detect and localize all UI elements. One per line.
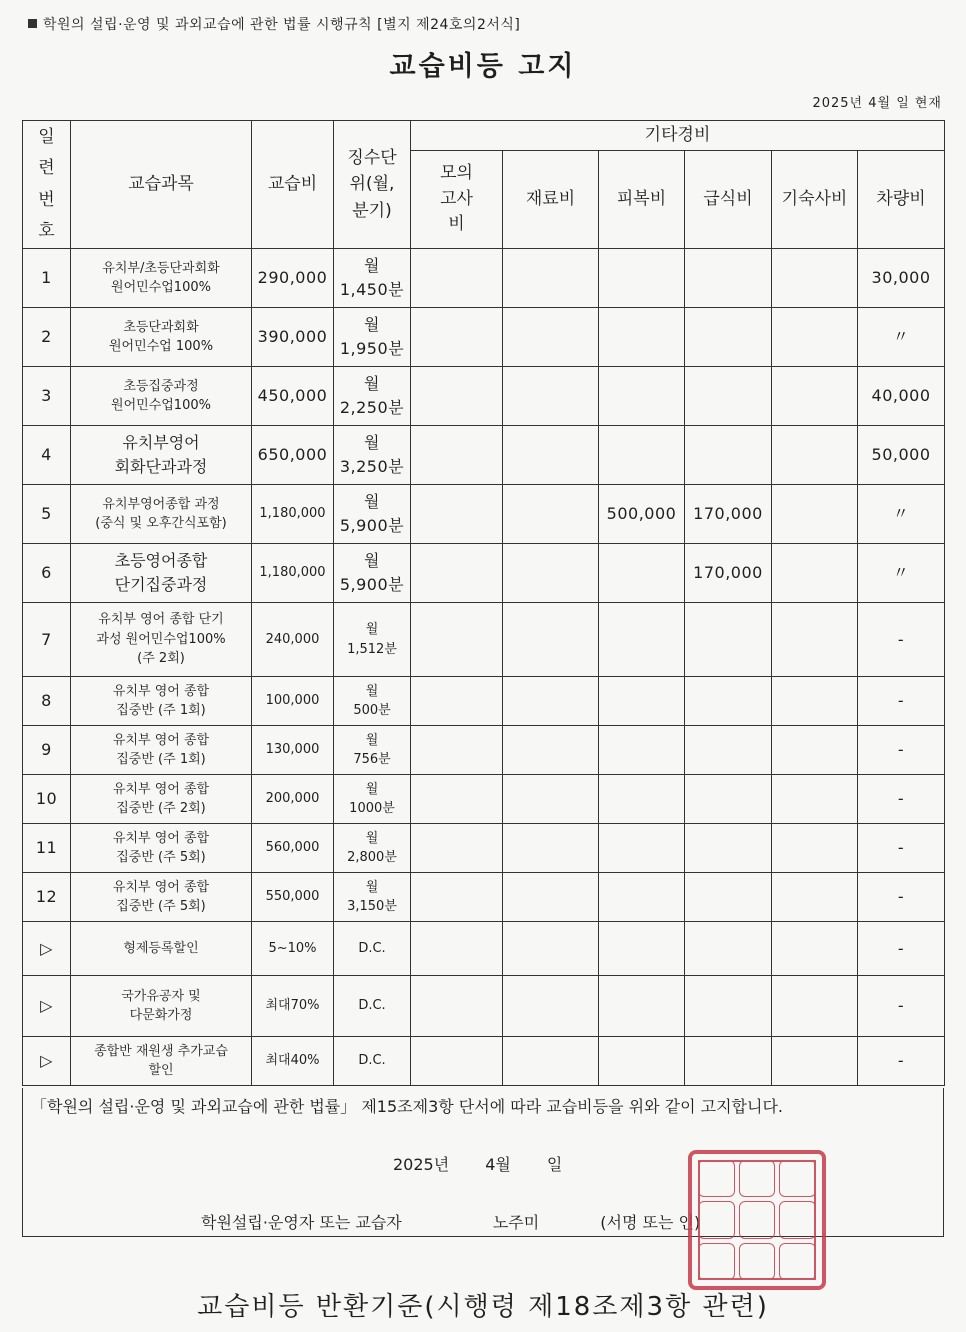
meal-fee <box>685 677 772 726</box>
dorm-fee <box>772 726 858 775</box>
unit-line: 월 <box>365 622 379 637</box>
dorm-fee <box>772 603 858 677</box>
mock-exam-fee <box>411 922 503 976</box>
material-fee <box>503 426 599 485</box>
unit-line: 월 <box>364 551 380 570</box>
subject-cell <box>71 976 252 1037</box>
subject-cell <box>71 677 252 726</box>
serial-number: 12 <box>23 873 71 922</box>
vehicle-fee: - <box>858 677 945 726</box>
material-fee <box>503 367 599 426</box>
dorm-fee <box>772 976 858 1037</box>
uniform-fee <box>599 426 685 485</box>
subject-line: 초등영어종합 <box>114 551 208 570</box>
vehicle-fee: 30,000 <box>858 249 945 308</box>
table-row <box>23 485 945 544</box>
unit-line: 월 <box>364 374 380 393</box>
vehicle-fee: - <box>858 873 945 922</box>
seal-glyph <box>698 1243 735 1280</box>
material-fee <box>503 873 599 922</box>
unit-line: 월 <box>364 315 380 334</box>
unit-cell <box>334 249 411 308</box>
unit-line: 500분 <box>353 703 391 718</box>
unit-cell <box>334 726 411 775</box>
uniform-fee <box>599 249 685 308</box>
unit-line: 1000분 <box>349 801 395 816</box>
unit-line: 월 <box>365 879 379 895</box>
unit-cell <box>334 873 411 922</box>
subject-line: 유치부 영어 종합 단기 <box>98 612 224 628</box>
serial-number: 4 <box>23 426 71 485</box>
subject-cell <box>71 249 252 308</box>
uniform-fee <box>599 922 685 976</box>
unit-line: 1,950분 <box>339 339 405 358</box>
subject-cell <box>71 726 252 775</box>
mock-exam-fee <box>411 824 503 873</box>
subject-cell <box>71 367 252 426</box>
material-fee <box>503 677 599 726</box>
vehicle-fee: 〃 <box>858 485 945 544</box>
subject-line: 집중반 (주 1회) <box>116 752 206 767</box>
tuition-value: 650,000 <box>252 426 334 485</box>
seal-glyph <box>739 1243 776 1280</box>
subject-line: 초등단과회화 <box>123 319 199 335</box>
unit-line: 5,900분 <box>339 516 405 535</box>
subject-line: 초등집중과정 <box>123 378 199 394</box>
unit-line: 1,512분 <box>347 641 397 657</box>
dorm-fee <box>772 1037 858 1086</box>
signature-hint: (서명 또는 인) <box>600 1213 701 1232</box>
meal-fee <box>685 1037 772 1086</box>
serial-number: 5 <box>23 485 71 544</box>
header-tuition: 교습비 <box>252 121 334 249</box>
mock-exam-fee <box>411 308 503 367</box>
subject-cell <box>71 485 252 544</box>
notice-text: 「학원의 설립·운영 및 과외교습에 관한 법률」 제15조제3항 단서에 따라 교습비등을 위와 같이 고지합니다. <box>31 1097 783 1116</box>
table-row <box>23 824 945 873</box>
subject-line: 유치부 영어 종합 <box>112 830 210 846</box>
unit-line: D.C. <box>358 940 386 956</box>
vehicle-fee: - <box>858 976 945 1037</box>
tuition-value: 450,000 <box>252 367 334 426</box>
notice-day: 일 <box>546 1155 563 1174</box>
unit-cell <box>334 485 411 544</box>
subject-line: 원어민수업 100% <box>108 339 214 354</box>
subject-cell <box>71 873 252 922</box>
uniform-fee <box>599 544 685 603</box>
subject-cell <box>71 1037 252 1086</box>
meal-fee <box>685 775 772 824</box>
serial-number: 7 <box>23 603 71 677</box>
table-row <box>23 249 945 308</box>
seal-glyph <box>779 1160 816 1197</box>
table-row <box>23 544 945 603</box>
header-dorm: 기숙사비 <box>772 151 858 249</box>
red-seal-stamp <box>688 1150 826 1290</box>
unit-line: 3,150분 <box>347 899 397 914</box>
signer-label: 학원설립·운영자 또는 교습자 <box>201 1213 402 1232</box>
tuition-value: 560,000 <box>252 824 334 873</box>
unit-line: 2,250분 <box>339 398 405 417</box>
material-fee <box>503 922 599 976</box>
header-vehicle: 차량비 <box>858 151 945 249</box>
unit-line: 2,800분 <box>347 850 397 865</box>
dorm-fee <box>772 544 858 603</box>
mock-exam-fee <box>411 426 503 485</box>
dorm-fee <box>772 824 858 873</box>
table-row <box>23 367 945 426</box>
uniform-fee <box>599 775 685 824</box>
uniform-fee <box>599 873 685 922</box>
header-uniform: 피복비 <box>599 151 685 249</box>
material-fee <box>503 249 599 308</box>
subject-cell <box>71 922 252 976</box>
dorm-fee <box>772 367 858 426</box>
table-row <box>23 873 945 922</box>
mock-exam-fee <box>411 677 503 726</box>
serial-number: 8 <box>23 677 71 726</box>
tuition-value: 200,000 <box>252 775 334 824</box>
vehicle-fee: - <box>858 824 945 873</box>
material-fee <box>503 1037 599 1086</box>
unit-cell <box>334 976 411 1037</box>
subject-cell <box>71 426 252 485</box>
regulation-reference <box>28 14 520 34</box>
seal-glyph <box>698 1201 735 1238</box>
material-fee <box>503 726 599 775</box>
material-fee <box>503 775 599 824</box>
mock-exam-fee <box>411 603 503 677</box>
serial-number: 9 <box>23 726 71 775</box>
unit-cell <box>334 775 411 824</box>
meal-fee: 170,000 <box>685 544 772 603</box>
unit-line: 월 <box>365 732 379 748</box>
uniform-fee <box>599 677 685 726</box>
subject-line: 집중반 (주 5회) <box>116 899 206 914</box>
subject-line: 유치부 영어 종합 <box>112 781 210 797</box>
seal-glyph <box>739 1160 776 1197</box>
vehicle-fee: 40,000 <box>858 367 945 426</box>
subject-cell <box>71 308 252 367</box>
mock-exam-fee <box>411 485 503 544</box>
dorm-fee <box>772 677 858 726</box>
subject-line: 과성 원어민수업100% <box>96 631 226 647</box>
tuition-value: 130,000 <box>252 726 334 775</box>
dorm-fee <box>772 873 858 922</box>
unit-line: D.C. <box>358 1053 386 1069</box>
table-row <box>23 603 945 677</box>
unit-line: 월 <box>365 830 379 846</box>
unit-line: 월 <box>364 256 380 275</box>
serial-number: 2 <box>23 308 71 367</box>
tuition-value: 240,000 <box>252 603 334 677</box>
vehicle-fee: 50,000 <box>858 426 945 485</box>
subject-line: 원어민수업100% <box>111 398 211 413</box>
material-fee <box>503 603 599 677</box>
dorm-fee <box>772 485 858 544</box>
subject-cell <box>71 775 252 824</box>
subject-line: 유치부/초등단과회화 <box>102 260 220 276</box>
meal-fee: 170,000 <box>685 485 772 544</box>
material-fee <box>503 485 599 544</box>
uniform-fee: 500,000 <box>599 485 685 544</box>
regulation-text: 학원의 설립·운영 및 과외교습에 관한 법률 시행규칙 [별지 제24호의2서식] <box>43 17 521 33</box>
serial-number: ▷ <box>23 976 71 1037</box>
uniform-fee <box>599 824 685 873</box>
subject-line: 할인 <box>148 1063 174 1078</box>
meal-fee <box>685 824 772 873</box>
table-row <box>23 677 945 726</box>
unit-line: 5,900분 <box>339 575 405 594</box>
material-fee <box>503 544 599 603</box>
serial-number: ▷ <box>23 1037 71 1086</box>
subject-line: 국가유공자 및 <box>121 988 201 1004</box>
subject-line: 집중반 (주 5회) <box>116 850 206 865</box>
meal-fee <box>685 426 772 485</box>
uniform-fee <box>599 367 685 426</box>
table-row <box>23 922 945 976</box>
mock-exam-fee <box>411 1037 503 1086</box>
dorm-fee <box>772 249 858 308</box>
page-title: 교습비등 고지 <box>389 51 577 82</box>
subject-cell <box>71 824 252 873</box>
subject-line: 유치부 영어 종합 <box>112 732 210 748</box>
vehicle-fee: 〃 <box>858 544 945 603</box>
serial-number: 6 <box>23 544 71 603</box>
meal-fee <box>685 603 772 677</box>
unit-cell <box>334 677 411 726</box>
seal-glyph-grid <box>696 1158 818 1282</box>
tuition-value: 100,000 <box>252 677 334 726</box>
unit-cell <box>334 1037 411 1086</box>
header-meal: 급식비 <box>685 151 772 249</box>
header-serial: 일련번호 <box>23 121 71 249</box>
seal-glyph <box>739 1201 776 1238</box>
dorm-fee <box>772 308 858 367</box>
uniform-fee <box>599 603 685 677</box>
dorm-fee <box>772 922 858 976</box>
tuition-value: 1,180,000 <box>252 544 334 603</box>
table-row <box>23 726 945 775</box>
material-fee <box>503 824 599 873</box>
subject-line: 단기집중과정 <box>114 575 208 594</box>
header-subject: 교습과목 <box>71 121 252 249</box>
seal-glyph <box>779 1201 816 1238</box>
vehicle-fee: - <box>858 726 945 775</box>
serial-number: 1 <box>23 249 71 308</box>
vehicle-fee: - <box>858 603 945 677</box>
tuition-value: 최대70% <box>252 976 334 1037</box>
fee-table <box>22 120 945 1086</box>
signature-line <box>201 1210 736 1233</box>
unit-line: 월 <box>365 781 379 797</box>
subject-line: 유치부 영어 종합 <box>112 683 210 699</box>
uniform-fee <box>599 308 685 367</box>
vehicle-fee: - <box>858 775 945 824</box>
tuition-value: 5~10% <box>252 922 334 976</box>
header-other-expenses: 기타경비 <box>411 121 945 151</box>
subject-line: 회화단과과정 <box>114 457 208 476</box>
mock-exam-fee <box>411 726 503 775</box>
meal-fee <box>685 873 772 922</box>
dorm-fee <box>772 426 858 485</box>
unit-cell <box>334 544 411 603</box>
uniform-fee <box>599 976 685 1037</box>
serial-number: 11 <box>23 824 71 873</box>
tuition-value: 550,000 <box>252 873 334 922</box>
square-bullet-icon <box>28 19 37 28</box>
subject-line: 유치부영어종합 과정 <box>102 496 220 512</box>
serial-number: ▷ <box>23 922 71 976</box>
material-fee <box>503 976 599 1037</box>
dorm-fee <box>772 775 858 824</box>
uniform-fee <box>599 726 685 775</box>
refund-section-title: 교습비등 반환기준(시행령 제18조제3항 관련) <box>197 1292 769 1322</box>
subject-line: 유치부 영어 종합 <box>112 879 210 895</box>
as-of-date: 2025년 4월 일 현재 <box>812 96 942 111</box>
subject-line: 유치부영어 <box>122 433 200 452</box>
subject-line: 형제등록할인 <box>123 940 199 956</box>
seal-glyph <box>698 1160 735 1197</box>
unit-line: 756분 <box>353 752 391 767</box>
vehicle-fee: - <box>858 922 945 976</box>
unit-cell <box>334 603 411 677</box>
seal-glyph <box>779 1243 816 1280</box>
signer-name: 노주미 <box>492 1213 540 1232</box>
header-mock-exam: 모의고사비 <box>411 151 503 249</box>
unit-line: 월 <box>364 492 380 511</box>
unit-line: D.C. <box>358 998 386 1014</box>
subject-line: 집중반 (주 2회) <box>116 801 206 816</box>
unit-cell <box>334 824 411 873</box>
meal-fee <box>685 367 772 426</box>
unit-line: 3,250분 <box>339 457 405 476</box>
vehicle-fee: 〃 <box>858 308 945 367</box>
unit-cell <box>334 308 411 367</box>
subject-cell <box>71 603 252 677</box>
tuition-value: 390,000 <box>252 308 334 367</box>
uniform-fee <box>599 1037 685 1086</box>
serial-number: 3 <box>23 367 71 426</box>
meal-fee <box>685 922 772 976</box>
vehicle-fee: - <box>858 1037 945 1086</box>
material-fee <box>503 308 599 367</box>
serial-number: 10 <box>23 775 71 824</box>
table-row <box>23 426 945 485</box>
subject-line: 다문화가정 <box>129 1008 193 1023</box>
meal-fee <box>685 308 772 367</box>
unit-line: 월 <box>364 433 380 452</box>
header-material: 재료비 <box>503 151 599 249</box>
mock-exam-fee <box>411 873 503 922</box>
unit-cell <box>334 922 411 976</box>
meal-fee <box>685 976 772 1037</box>
tuition-value: 1,180,000 <box>252 485 334 544</box>
notice-year: 2025년 <box>393 1155 450 1174</box>
tuition-value: 최대40% <box>252 1037 334 1086</box>
unit-cell <box>334 426 411 485</box>
mock-exam-fee <box>411 249 503 308</box>
subject-line: 종합반 재원생 추가교습 <box>94 1043 228 1059</box>
table-row <box>23 976 945 1037</box>
meal-fee <box>685 726 772 775</box>
table-row <box>23 1037 945 1086</box>
mock-exam-fee <box>411 976 503 1037</box>
notice-month: 4월 <box>485 1155 511 1174</box>
subject-cell <box>71 544 252 603</box>
notice-date <box>393 1152 598 1175</box>
subject-line: (주 2회) <box>137 651 185 667</box>
meal-fee <box>685 249 772 308</box>
subject-line: 원어민수업100% <box>111 280 211 295</box>
unit-line: 1,450분 <box>339 280 405 299</box>
table-row <box>23 775 945 824</box>
unit-line: 월 <box>365 683 379 699</box>
unit-cell <box>334 367 411 426</box>
mock-exam-fee <box>411 544 503 603</box>
table-row <box>23 308 945 367</box>
mock-exam-fee <box>411 367 503 426</box>
mock-exam-fee <box>411 775 503 824</box>
subject-line: 집중반 (주 1회) <box>116 703 206 718</box>
subject-line: (중식 및 오후간식포함) <box>95 516 227 531</box>
header-unit: 징수단위(월, 분기) <box>334 121 411 249</box>
tuition-value: 290,000 <box>252 249 334 308</box>
